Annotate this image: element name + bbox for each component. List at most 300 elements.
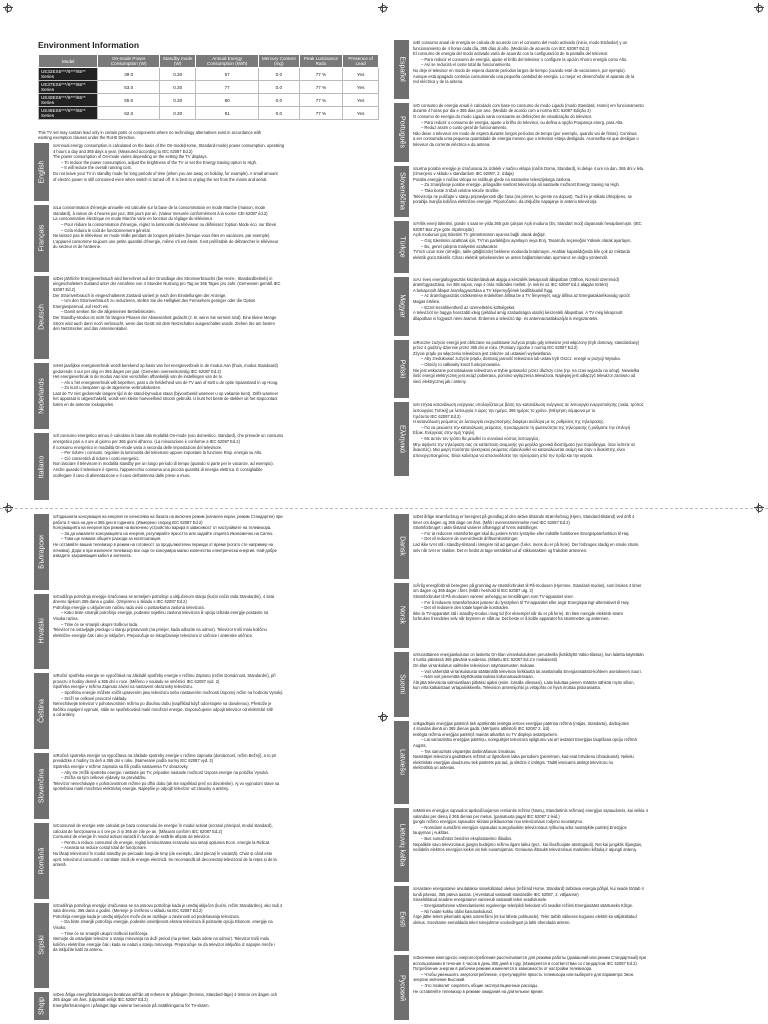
text-line: – Kako biste smanjili potrošnju energije, podesite svjetlinu zaslona televizora ili opciju Ušteda energije postavite na — [53, 610, 380, 616]
text-line: ☒ Roční spotřeba energie se vypočítává na základě spotřeby energie v režimu Zapnuto (režim Domácnost, Standardní), při — [53, 673, 380, 679]
text-line: olekus. Soovitame eemaldada teleri toitejuhtme vooluvõrgust ja lahti ühendada antenn. — [413, 919, 571, 925]
text-line: Консумацията на енергия при режим на включено устройство варира в зависимост от настройките на телевизора. — [53, 525, 272, 531]
text-line: La consommation électrique en mode Marche varie en fonction du réglage du téléviseur. — [53, 216, 213, 222]
environment-table — [38, 54, 379, 120]
text-line: Augsts. — [413, 743, 427, 749]
text-line: Spotřeba energie v režimu Zapnuto závisí na nastavení obrazovky televizoru. — [53, 684, 193, 690]
language-section — [394, 166, 740, 218]
text-line: halen en de antenne loskoppelen. — [53, 402, 115, 408]
text-line: использовании в течение 4 часов в день 365 дней в году. (Измеряется в соответствии со стандартом IEC 62087 Ed.2) — [413, 960, 637, 966]
top-left-column — [34, 143, 380, 500]
text-line: 4 tuntia päivässä 365 päivänä vuodessa. (Mitattu IEC 62087 Ed.2:n mukaisesti) — [413, 657, 558, 663]
language-label: Русский — [398, 974, 405, 1001]
language-label: Български — [38, 534, 45, 569]
text-line: почивка). Дори и при изключен телевизор все още се консумира малко количество електрическа енергия. Най-добре — [53, 547, 277, 553]
language-tab — [394, 40, 409, 99]
value-cell: 91 — [196, 107, 259, 120]
text-line: durante 4 horas por dia e 365 dias por ano. (Medido de acordo com a norma IEC 62087 Edição 2) — [413, 108, 591, 114]
value-cell: Yes — [343, 81, 379, 94]
text-line: of electric power is still consumed even when switch is turned off. It is best to unplug the set from the mains and aerial. — [53, 176, 268, 182]
text-line: – За да намалите консумацията на енергия, регулирайте яркостта или задайте опцията Икономично на Силно. — [53, 531, 380, 537]
language-label: Nederlands — [38, 378, 45, 415]
text-line: Laat de TV niet gedurende langere tijd in de stand-bymodus staan (bijvoorbeeld wanneer u op vakantie bent). Zelfs wanneer — [53, 390, 279, 396]
language-section — [34, 205, 380, 272]
text-line: Der Standby-Modus ist nicht für längere Phasen der Abwesenheit gedacht (z. B. wenn Sie verreist sind). Eine kleine Menge — [53, 314, 277, 320]
language-section — [394, 402, 740, 476]
value-cell: Yes — [343, 68, 379, 81]
text-line: L'appareil consomme toujours une petite quantité d'énergie, même s'il est éteint. Il est préférable de débrancher le téléviseur — [53, 238, 279, 244]
text-line: – Ezzel lecsökkenthető az üzemeltetési költségeket. — [413, 305, 740, 311]
language-label: Italiano — [38, 455, 45, 479]
text-line: Aunque está apagado continúa consumiendo una pequeña cantidad de energía. Lo mejor es desenchufar el aparato de la — [413, 73, 635, 79]
text-line: (Izmerjeno v skladu s standardom IEC 62087, 2. izdaja) — [413, 171, 514, 177]
text-line: – Reduz assim o custo geral de funcionamento. — [413, 125, 740, 131]
model-cell: UE32ES5***/6***/65** Series — [39, 68, 98, 81]
text-line: Потребление энергии в рабочем режиме изменяется в зависимости от настройки телевизора. — [413, 966, 593, 972]
value-cell: 77 % — [299, 81, 343, 94]
text-line: – Lai samazinātu enerģijas patēriņu, noregulējiet televizora spilgtumu vai arī iestatiet Enerģijas taupīšana opciju režīmā — [413, 737, 740, 743]
text-line: – Aceasta va reduce costul total de funcționare. — [53, 845, 380, 851]
text-line: Не оставляйте телевизор в режиме ожидания на длительное время. — [413, 988, 544, 994]
text-line: El consumo de energía del modo activado varía de acuerdo con la configuración de la pantalla del televisor. — [413, 51, 609, 57]
language-label: Lietuvių kalba — [398, 823, 405, 867]
value-cell: 39.0 — [98, 68, 160, 81]
text-line: – Pentru a reduce consumul de energie, reglați luminozitatea ecranului sau setați opțiunea Econ. energie la Ridicat. — [53, 840, 380, 846]
bottom-right-column — [394, 514, 740, 1020]
text-line: állapotban is fogyaszt némi áramot. Érdemes a televízió táp- és antennacsatlakozóját is megszüntetni. — [413, 315, 599, 321]
text-line: da isključite kabl za antenu. — [53, 947, 104, 953]
model-cell: UE37ES5***/6***/65** Series — [39, 81, 98, 94]
text-line: ☒ Godišnja potrošnja energije izračunava se temeljem potrošnje u uključenom stanju (kućni način rada Standardni), 4 sata — [53, 594, 380, 600]
text-line: – Det vil redusere den totale løpende kostnaden. — [413, 605, 740, 611]
header-lead: Presence of Lead — [343, 55, 379, 68]
text-line: – Näin voit pienentää käyttökustannuksia kokonaisuudessaan. — [413, 674, 740, 680]
model-cell: UE46ES5***/6***/65** Series — [39, 107, 98, 120]
text-line: ☒ Aastane energiatarve arvutatakse sisselülitatud olekus (režiimid Home, Standard) tarbitava energia põhjal, kui seade töötab 4 — [413, 886, 740, 892]
text-line: dnevno tijekom 365 dana u godini. (Izmjereno u skladu s IEC 62087 Ed.2) — [53, 599, 187, 605]
text-line: ☒ Годишната консумация на енергия се изчислява на базата на включен режим (начален екран, режим Стандартен) при — [53, 514, 380, 520]
text-line: On-tilan virrankulutus vaihtelee televisioon näytöasetusten mukaan. — [413, 662, 536, 668]
table-row — [39, 68, 379, 81]
text-line: sieci elektrycznej jak i anteny. — [413, 378, 467, 384]
section-body — [53, 433, 380, 500]
table-row — [39, 94, 379, 107]
language-tab — [394, 721, 409, 804]
language-section — [394, 808, 740, 882]
text-line: Spotreba energie v režime zapnutia sa líši podľa nastavenia TV obrazovky. — [53, 764, 189, 769]
text-line: Non lasciare il televisore in modalità standby per un lungo periodo di tempo (quando si parte per le vacanze, ad esempio). — [53, 461, 274, 467]
text-line: valandas per dieną ir 365 dienas per metus. (pamatuota pagal IEC 62087 2 leid.) — [413, 813, 560, 819]
section-body — [53, 363, 380, 430]
language-label: Latviešu — [398, 749, 405, 776]
language-tab — [34, 903, 49, 988]
model-cell: UE40ES5***/6***/65** Series — [39, 94, 98, 107]
registration-mark — [378, 3, 388, 13]
text-line: – Voit vähentää virrankulutusta säätämällä television kirkkautta tai asettamalla Energiansäästö-kohteen asetukseen Suuri. — [413, 669, 740, 675]
text-line: Energiförbrukningen i påslaget läge varierar beroende på inställningarna för TV-skärm. — [53, 1002, 210, 1008]
text-line: den Netzstecker und das Antennenkabel. — [53, 326, 128, 332]
text-line: – Για να μειώσετε την κατανάλωση ρεύματος, προσαρμόστε τη φωτεινότητα της τηλεόρασης ή ρυθμίστε την επιλογή — [413, 425, 740, 431]
language-section — [34, 514, 380, 590]
text-line: Ne laissez pas le téléviseur en mode Veille pendant de longues périodes (lorsque vous êtes en vacances, par exemple). — [53, 233, 271, 239]
language-tab — [394, 402, 409, 476]
text-line: televisor da corrente eléctrica e da antena. — [413, 142, 491, 147]
language-label: Hrvatski — [38, 618, 45, 645]
lead-notice-line: This TV set may contain lead only in certain parts or components where no technology alternatives exist in accordance with — [38, 130, 262, 135]
text-line: Zżycie prądu po włączeniu telewizora jest zależne od ustawień wyświetlania. — [413, 350, 552, 356]
text-line: – Това ще намали общите разходи за експлоатация. — [53, 536, 380, 542]
text-line: Visoko. — [53, 924, 67, 930]
language-tab — [34, 594, 49, 670]
value-cell: 80 — [196, 94, 259, 107]
text-line: red eléctrica y de la antena. — [413, 79, 464, 85]
text-line: – Aby zredukować zużycie prądu, dostosuj jasność telewizora lub ustaw tryb Oszcz. energii w pozycji Wysoka. — [413, 356, 740, 362]
text-line: – Cela réduira le coût de fonctionnement général. — [53, 228, 380, 234]
language-label: Suomi — [398, 674, 405, 695]
text-line: – Spotřebu energie můžete snížit upravením jasu televizoru nebo nastavením možnosti Úsporný režim na hodnotu Vysoký. — [53, 690, 380, 696]
text-line: Televizorja ne puščajte v stanju pripravljenosti dlje časa (na primer, ko greste na dopust). Tudi ko je stikalo izklopljeno, se — [413, 193, 632, 199]
section-body — [413, 221, 740, 273]
text-line: Do not leave your TV in standby mode for long periods of time (when you are away on holiday, for example). A small amount — [53, 170, 278, 176]
text-line: – Als u het energieverbruik wilt beperken, past u de helderheid van de TV aan of stelt u de optie Spaarstand in op Hoog. — [53, 380, 380, 386]
text-line: – Energiatarbimise vähendamiseks reguleerige teleripildi heledust või seadke režiimi Energiasääst väärtuseks Kõrge. — [413, 903, 740, 909]
text-line: áramfogyasztása, évi 365 napos, napi 4 órás működés mellett. (A mérés az IEC 62087 Ed.2 alapján történt) — [413, 282, 609, 288]
text-line: No deje el televisor en modo de espera durante periodos largos de tiempo (cuando esté de vacaciones, por ejemplo). — [413, 67, 626, 73]
value-cell: 77 — [196, 81, 259, 94]
section-body — [53, 143, 380, 201]
text-line: – Det vil reducere de overordnede driftsomkostninger. — [413, 536, 740, 542]
text-line: Sisselülitatud seadme energiatarve varieerub vastavalt teleri seadistusele. — [413, 897, 548, 903]
text-line: – Zo kunt u besparen op de algemene verbruikskosten. — [53, 385, 380, 391]
text-line: – Pour réduire la consommation d'énergie, réglez la luminosité du téléviseur ou définissez l'option Mode éco. sur Élevé. — [53, 222, 380, 228]
text-line: ☒ Annual energy consumption is calculated on the basis of the On-mode(Home, Standard-mode) power consumption, operating — [53, 143, 380, 149]
text-line: – Da biste smanjili potrošnju energije, podesite osvetljenost ekrana televizora ili postavite opciju Ekonom. energije na — [53, 919, 380, 925]
language-label: Slovenščina — [398, 172, 405, 211]
table-row — [39, 81, 379, 94]
text-line: porablja manjša količina električne energije. Priporočamo, da izključite napajanje in anteno televizorja. — [413, 199, 598, 205]
value-cell: 57 — [196, 68, 259, 81]
text-line: Neatstājiet televizoru gaidstāves režīmā uz ilgstošiem laika periodiem (piemēram, kad esat brīvdienu izbraukumā). Nelielu — [413, 754, 634, 760]
text-line: – Norėdami sumažinti energijos sąnaudas sureguliuokite televizoriaus ryškumą arba nustatykite parinktį Energijos — [413, 825, 740, 831]
text-line: gedurende 4 uur per dag en 365 dagen per jaar. (Gemeten overeenkomstig IEC 62087 Ed.2) — [53, 368, 221, 374]
text-line: Potrošnja energije u uključenom načinu rada ovisi o postavkama zaslona televizora. — [53, 604, 205, 610]
text-line: Het energieverbruik in de modus Aan kan verschillen afhankelijk van de instellingen van de tv. — [53, 374, 223, 380]
text-line: απενεργοποιημένος. Είναι καλύτερα να αποσυνδέσετε την τηλεόραση από την πρίζα και την κεραία. — [413, 452, 594, 458]
text-line: Poraba energije v načinu vklopa se razlikuje glede na nastavitve televizijskega zaslona. — [413, 176, 572, 182]
text-line: – Sníží se celkové provozní náklady. — [53, 696, 380, 702]
text-line: Anche quando il televisore è spento, l'apparecchio consuma una piccola quantità di energia elettrica. È consigliabile — [53, 467, 263, 473]
language-label: Dansk — [398, 536, 405, 557]
text-line: antenă. — [53, 862, 67, 868]
text-line: – Aby ste znížili spotrebu energie, nastavte jas TV, prípadne nastavte možnosť Úspora energie na položku Vysoká. — [53, 770, 380, 776]
language-tab — [34, 363, 49, 430]
text-line: – Bu, genel çalışma maliyetini azaltacaktır. — [413, 244, 740, 250]
language-section — [34, 823, 380, 899]
language-section — [34, 363, 380, 430]
text-line: A televíziót ne hagyja hosszabb ideig (például amíg szabadságra utazik) készenléti állapotban. A TV még kikapcsolt — [413, 310, 623, 316]
text-line: λειτουργίας Τυπική) με λειτουργία 4 ώρες την ημέρα, 365 ημέρες το χρόνο. (Μέτρηση σύμφωνα με το — [413, 408, 596, 414]
value-cell: 0.0 — [258, 68, 299, 81]
text-line: ☒ Ročná spotreba energie sa vypočítava na základe spotreby energie v režime zapnutia (domácnosť, režim Bežný), a to pri — [53, 753, 380, 759]
text-line: Įjungto režimo energijos sąnaudos skiriasi priklausomai nuo televizoriaus rodymo nuostatymo. — [413, 819, 584, 825]
text-line: Не оставяйте вашия телевизор в режим на готовност за продължителни периоди от време (когато сте например на — [53, 541, 274, 547]
value-cell: Yes — [343, 94, 379, 107]
text-line: Ikke la TV-apparatet stå i standby-modus i lang tid (for eksempel når du er på ferie). En liten mengde elektrisk strøm — [413, 610, 623, 616]
language-label: Ελληνικά — [398, 425, 405, 454]
text-line: oprit, televizorul consumă o cantitate mică de energie electrică. Se recomandă să deconectați televizorul de la rețea și de la — [53, 856, 277, 862]
language-label: Türkçe — [398, 236, 405, 258]
text-line: Strom wird auch dann noch verbraucht, wenn das Gerät mit dem Netzschalter ausgeschaltet wurde. Ziehen Sie am besten — [53, 320, 275, 326]
language-tab — [34, 823, 49, 899]
text-line: Não deixe o televisor em modo de espera durante longos períodos de tempo (por exemplo, quando vai de férias). Continua — [413, 130, 637, 136]
lead-notice — [38, 130, 379, 141]
text-line: – Time će se smanjiti ukupni troškovi korišćenja. — [53, 931, 380, 937]
text-line: Nepalikite savo televizoriaus įjungto budėjimo režimu ilgam laikui (pvz., kai išvažiuojate atostogauti). Net kai jungiklis išjungtas, — [413, 841, 643, 847]
text-line: Μην αφήνετε την τηλεόραση σας σε κατάσταση αναμονής για μεγάλα χρονικά διαστήματα (για παράδειγμα, όταν λείπετε σε — [413, 441, 636, 447]
text-line: calculat de funcționarea a 4 ore pe zi și 365 de zile pe an. (Măsurat conform IEC 62087 Ed.2) — [53, 828, 223, 834]
text-line: Älä jätä televisiota valmiustilaan pitkäksi ajaksi (esim. lomalla ollessasi). Laite kuluttaa pienen määrän sähköä myös silloin, — [413, 679, 635, 685]
language-label: Norsk — [398, 606, 405, 625]
text-line: tundi päevas, 365 päeva aastas. (Arvestatud vastavalt standardile IEC 62087, 2. väljaanne) — [413, 891, 579, 897]
header-mercury: Mercury Content (mg) — [258, 55, 299, 68]
text-line: elektriskās enerģijas daudzumu tiek patērēts pat tad, ja slēdzis ir izslēgts. Tādēļ ieteicams atslēgt televizoru no — [413, 759, 614, 765]
text-line: ☒ Vuosittainen energiankulutus on laskettu On-tilan virrankulutuksen perusteella (kotikäyttö Vakio-tilassa), kun laitetta käytetään — [413, 652, 740, 658]
text-line: ☒ Det årlige strømforbrug er beregnet på grundlag af den aktive tilstands strømforbrug (Hjem, Standard-tilstand) ved drift 4 — [413, 514, 740, 520]
text-line: Energiesparmod. auf Hoch ein. — [53, 303, 110, 309]
section-body — [413, 277, 740, 336]
text-line: provozu 4 hodiny denně a 365 dní v roce. (Měřeno v souladu se směrnicí IEC 62087 vyd. 2) — [53, 678, 220, 684]
language-section — [34, 276, 380, 359]
value-cell: 0.0 — [258, 81, 299, 94]
text-line: taupymas į Aukštas. — [413, 830, 450, 836]
language-tab — [394, 955, 409, 1020]
text-line: – Um den Stromverbrauch zu reduzieren, stellen Sie die Helligkeit des Fernsehers geringer oder die Option — [53, 298, 380, 304]
language-section — [34, 143, 380, 201]
text-line: Televizor ne ostavljajte predugo u stanju pripravnosti (na primjer, kada odlazite na odmor). Televizor troši malu količinu — [53, 627, 267, 633]
text-line: Nu lăsați televizorul în modul standby pe perioade lungi de timp (de exemplu, când plecați în vacanță). Chiar și când este — [53, 850, 273, 856]
text-line: količinu električne energije čak i kada se nalazi u stanju mirovanja. Preporučuje se da televizor isključite iz napojne mreže i — [53, 941, 276, 947]
registration-mark — [3, 3, 13, 13]
language-section — [394, 514, 740, 579]
table-row — [39, 107, 379, 120]
header-annual-energy: Annual Energy Consumption (kWh) — [196, 55, 259, 68]
text-line: elektrik gücü tüketilir. Cihazı elektrik şebekesinden ve anten bağlantılarından ayırmanız en doğru yöntemdir. — [413, 254, 609, 260]
language-section — [394, 652, 740, 717]
text-line: ☒ Consumul de energie este calculat pe baza consumului de energie în modul activat (ecranul principal, modul standard), — [53, 823, 380, 829]
language-tab — [34, 992, 49, 1020]
section-body — [413, 514, 740, 579]
text-line: prevádzke 4 hodiny za deň a 365 dní v roku. (Namerané podľa normy IEC 62087 vyd. 2) — [53, 758, 214, 764]
text-line: O consumo de energia do modo Ligado varia consoante as definições de visualização do televisor. — [413, 114, 593, 120]
section-body — [413, 886, 740, 951]
language-section — [394, 721, 740, 804]
text-line: – Za zmanjšanje porabe energije, prilagodite svetlost televizorja ali nastavite možnost Energy Saving na High. — [413, 182, 740, 188]
text-line: Der Stromverbrauch in eingeschaltetem Zustand variiert je nach den Einstellungen der Anzeige. — [53, 292, 227, 298]
language-tab — [34, 514, 49, 590]
language-label: Slovenčina — [38, 768, 45, 804]
language-label: English — [38, 160, 45, 184]
text-line: Televízor nenechávajte v pohotovostnom režime po dlhú dobu (ak ste napríklad preč na dovolenke). Aj vo vypnutom stave sa — [53, 780, 280, 786]
language-section — [34, 433, 380, 500]
header-peak-luminance: Peak Luminance Ratio — [299, 55, 343, 68]
text-line: ☒ La consommation d'énergie annuelle est calculée sur la base de la consommation en mode Marche (maison, mode — [53, 205, 380, 211]
text-line: – For å redusere strømforbruket justerer du lysstyrken til TV-apparatet eller angir Energisparingr-alternativet til Høy. — [413, 600, 740, 606]
text-line: ☒ Ikgadējais enerģijas patēriņš tiek aprēķināts ieslēgta ierīces enerģijas patēriņa režīmā (mājas, Standarta), darbojoties — [413, 721, 740, 727]
value-cell: 53.0 — [98, 81, 160, 94]
text-line: eingeschaltetem Zustand unter der Annahme von 4 Stunden Nutzung pro Tag an 365 Tagen pro Jahr. (Gemessen gemäß IEC — [53, 281, 281, 287]
text-line: Nenechávejte televizor v pohotovostním režimu po dlouhou dobu (například když odcestujete na dovolenou). Přestože je — [53, 701, 272, 707]
text-line: – It will reduce the overall running cost. — [53, 165, 380, 171]
section-body — [53, 514, 380, 590]
text-line: ☒ Metinės energijos sąnaudos apskaičiuojamos remiantis režimo (Namų, Standartinis režimas) energijos sąnaudomis, kai veikia 4 — [413, 808, 740, 814]
text-line: διακοπές). Μια μικρή ποσότητα ηλεκτρικού ρεύματος εξακολουθεί να καταναλώνεται ακόμη και όταν ο διακόπτης είναι — [413, 447, 625, 453]
text-line: Η κατανάλωση ρεύματος σε λειτουργία ενεργοποίησης διαφέρει ανάλογα με τις ρυθμίσεις της τηλεόρασης. — [413, 419, 605, 425]
text-line: ☒ Значение ежегодного энергопотребления рассчитывается для режима работы (домашний или режим Стандартный) при — [413, 955, 740, 961]
section-body — [413, 40, 740, 99]
language-tab — [394, 340, 409, 399]
text-line: ilość energii elektrycznej jest wciąż pobierana, pomimo wyłączenia telewizora. Najlepiej jest odłączyć telewizor zarówno od — [413, 373, 636, 379]
language-label: Deutsch — [38, 304, 45, 331]
text-line: om dagen og 365 dager i året. (Målt i henhold til IEC 62087 utg. 2) — [413, 588, 534, 594]
text-line: Potrošnja energije kada je uređaj uključen može da se razlikuje u zavisnosti od podešavanja televizora. — [53, 913, 240, 919]
language-tab — [394, 514, 409, 579]
text-line: TV'nizi uzun süre (örneğin, tatile gittiğinizde) bekleme modunda bırakmayın. Anahtar kapatıldığında bile çok az miktarda — [413, 249, 630, 255]
fold-line — [0, 508, 768, 509]
section-body — [413, 652, 740, 717]
language-tab — [394, 652, 409, 717]
text-line: Lad ikke tv'et stå i standby-tilstand i længere tid ad gangen (f.eks. mens du er på ferie). Der forbruges stadig en smule strøm, — [413, 541, 640, 547]
top-right-column — [394, 40, 740, 476]
text-line: A bekapcsolt állapot áramfogyasztása a TV képernyőjének beállításaitól függ. — [413, 287, 554, 293]
language-section — [34, 992, 380, 1020]
text-line: – Znížia sa tým celkové výdavky na prevádzku. — [53, 775, 380, 781]
text-line: ☒ El consumo anual de energía se calcula de acuerdo con el consumo del modo activado (inicio, modo Estándar) y un — [413, 40, 740, 46]
language-tab — [394, 221, 409, 273]
language-label: Français — [38, 225, 45, 252]
text-line: ☒ Il consumo energetico annuo è calcolato in base alla modalità On-mode (uso domestico, standard), che prevede un consumo — [53, 433, 380, 439]
value-cell: 0.0 — [258, 94, 299, 107]
language-tab — [394, 886, 409, 951]
text-line: 62087 Baz.2'ye göre ölçülmüştür) — [413, 226, 474, 232]
language-section — [394, 886, 740, 951]
text-line: – Это позволит сократить общие эксплуатационные расходы. — [413, 983, 740, 989]
text-line: – Obniży to całkowity koszt funkcjonowania. — [413, 362, 740, 368]
text-line: a ser consumida uma pequena quantidade de energia mesmo que o televisor esteja desligado. Aconselha-se que desligue o — [413, 136, 639, 142]
text-line: standard), à raison de 4 heures par jour, 365 jours par an. (Valeur mesurée conformément à la norme CEI 62087 éd.2) — [53, 210, 268, 216]
text-line: ☒ Yıllık enerji tüketimi, günde 4 saat ve yılda 365 gün çalışan Açık modunu (Ev, Standart mod) dayanarak hesaplanmıştır. (IEC — [413, 221, 740, 227]
section-body — [413, 402, 740, 476]
section-body — [53, 673, 380, 749]
text-line: timer om dagen og 365 dage om året. (Målt i overensstemmelse med IEC 62087 Ed.2) — [413, 519, 570, 525]
language-tab — [394, 166, 409, 218]
text-line: Visoka razina. — [53, 615, 79, 621]
language-tab — [394, 583, 409, 648]
text-line: ☒ Årlig energiforbruk beregnes på grunnlag av strømforbruket til På-modusen (Hjemme, Standard-modus), som brukes 4 timer — [413, 583, 740, 589]
text-line: Nemojte da ostavljate televizor u stanju mirovanja na duži period (na primer, kada odete na odmor). Televizor troši malu — [53, 936, 270, 942]
language-tab — [34, 433, 49, 500]
language-section — [34, 594, 380, 670]
language-label: Română — [38, 847, 45, 874]
section-body — [413, 103, 740, 162]
text-line: ☒ Godišnja potrošnja energije izračunava se na osnovu potrošnje kada je uređaj uključen (kućni, režim Standardno), ako radi 4 — [53, 903, 380, 909]
text-line: 4 stundas dienā un 365 dienas gadā. (Mērījums atbilstoši IEC 62087 2. izd) — [413, 726, 550, 732]
language-label: Srpski — [38, 935, 45, 955]
language-label: Polski — [398, 359, 405, 379]
language-tab — [394, 808, 409, 882]
text-line: energetico pari a 4 ore al giorno per 365 giorni all'anno. (La misurazione è conforme a IEC 62087 Ed.2) — [53, 439, 240, 445]
language-section — [394, 221, 740, 273]
text-line: spotrebúva malé množstvo elektrickej energie. Najlepšie je odpojiť televízor od zásuvky a antény. — [53, 786, 229, 792]
text-line: – Az áramfogyasztás csökkentése érdekében állítsa be a TV fényerejét, vagy állítsa az Energiatakarékosság opciót — [413, 293, 740, 299]
language-label: Magyar — [398, 294, 405, 318]
lead-notice-line: existing exemption clauses under the RoHS Directive. — [38, 135, 136, 141]
text-line: – Bus sumažintos bendros eksploatavimo išlaidos. — [413, 836, 740, 842]
text-line: ☒ Letna poraba energije je izračunana za izdelek v načinu vklopa (način Doma, Standard), ki deluje 4 ure na dan, 365 dni v letu. — [413, 166, 740, 172]
text-line: ☒ Roczne zużycie energii jest obliczane na podstawie zużycia prądu gdy telewizor jest włączony (tryb domowy, standardowy) — [413, 340, 740, 346]
text-line: ☒ Η ετήσια κατανάλωση ενέργειας υπολογίζεται με βάση την κατανάλωση ενέργειας σε λειτουργία ενεργοποίησης (οικία, τρόπος — [413, 402, 740, 408]
language-tab — [34, 143, 49, 201]
language-tab — [394, 277, 409, 336]
language-section — [34, 903, 380, 988]
text-line: энергии значение Высокий. — [413, 977, 466, 983]
section-body — [53, 823, 380, 899]
text-line: elektrotīkla un antenas. — [413, 765, 456, 771]
language-section — [34, 753, 380, 819]
language-tab — [34, 753, 49, 819]
header-model: Model — [39, 55, 98, 68]
text-line: Strømforbruget i aktiv tilstand varierer afhængigt af tv'ets indstillinger. — [413, 525, 539, 531]
value-cell: 0.30 — [159, 94, 195, 107]
text-line: selv når tv'et er slukket. Det er bedst at tage netstikket ud af stikkontakten og frakoble antennen. — [413, 547, 588, 553]
text-line: – Güç tüketimini azaltmak için, TV'nin parlaklığını ayarlayın veya Enrj. Tasarrufu seçeneğini Yüksek olarak ayarlayın. — [413, 238, 740, 244]
value-cell: 55.0 — [98, 94, 160, 107]
text-line: – Tas samazinās vispārējās darbināšanas izmaksas. — [413, 749, 740, 755]
text-line: ☒ Het jaarlijkse energieverbruik wordt berekend op basis van het energieverbruik in de modus Aan (thuis, modus Standaard) — [53, 363, 380, 369]
text-line: – Así se reducirá el coste total de funcionamiento. — [413, 62, 740, 68]
text-line: Strømforbruket til På-modusen varierer avhengig av innstillingen som TV-apparatet viser. — [413, 594, 574, 600]
header-on-mode: On-mode Power Consumption (W) — [98, 55, 160, 68]
language-section — [394, 583, 740, 648]
section-body — [413, 955, 740, 1020]
text-line: Nie jest wskazane pozostawianie telewizora w trybie gotowości przez dłuższy czas (np. na czas wyjazdu na urlop). Niewielka — [413, 367, 640, 373]
section-body — [413, 721, 740, 804]
section-body — [53, 594, 380, 670]
language-section — [394, 340, 740, 399]
text-line: forbrukes fremdeles selv når bryteren er slått av. Det beste er å koble apparatet fra strømnettet og antennen. — [413, 616, 610, 622]
language-label: Eesti — [398, 910, 405, 927]
text-line: – Para reducir el consumo de energía, ajuste el brillo del televisor o configure la opción Ahorro energía como Alto. — [413, 57, 740, 63]
text-line: – For at reducere strømforbruget skal du justere tv'ets lysstyrke eller indstille funktionen Energisparefunktion til Høj. — [413, 531, 740, 537]
text-line: przez 4 godziny dziennie przez 365 dni w roku. (Pomiary zgodne z normą IEC 62087 Ed.2) — [413, 345, 578, 351]
text-line: Açık modunun güç tüketimi TV görüntüsünün ayarına bağlı olarak değişir. — [413, 232, 546, 238]
value-cell: 77 % — [299, 94, 343, 107]
text-line: Ieslēgta režīma enerģijas patēriņš mainās atkarībā no TV displeja iestatījumiem. — [413, 731, 559, 737]
value-cell: 77 % — [299, 68, 343, 81]
value-cell: 0.30 — [159, 68, 195, 81]
text-line: 62087 Ed.2) — [53, 286, 76, 292]
value-cell: 62.0 — [98, 107, 160, 120]
text-line: – Damit senken Sie die allgemeinen Betriebskosten. — [53, 309, 380, 315]
text-line: ☒ Der jährliche Energieverbrauch wird berechnet auf der Grundlage des Stromverbrauchs (bei Heim-, Standardbetrieb) in — [53, 276, 380, 282]
section-body — [413, 808, 740, 882]
section-body — [53, 276, 380, 359]
text-line: scollegare il cavo di alimentazione e il cavo dell'antenna dalle prese a muro. — [53, 472, 191, 478]
text-line: 365 dagar om året. (Uppmätt enligt IEC 62087 Ed.2) — [53, 997, 148, 1003]
text-line: het apparaat is uitgeschakeld, wordt een kleine hoeveelheid stroom gebruikt. U kunt het beste de stekker uit het stopcontact — [53, 396, 278, 402]
language-label: Shqip — [38, 996, 45, 1015]
text-line: ☒ O consumo de energia anual é calculado com base no consumo do modo Ligado (modo Standard, Home) em funcionamento — [413, 103, 740, 109]
text-line: – Με αυτόν τον τρόπο θα μειωθεί το συνολικό κόστος λειτουργίας. — [413, 436, 740, 442]
